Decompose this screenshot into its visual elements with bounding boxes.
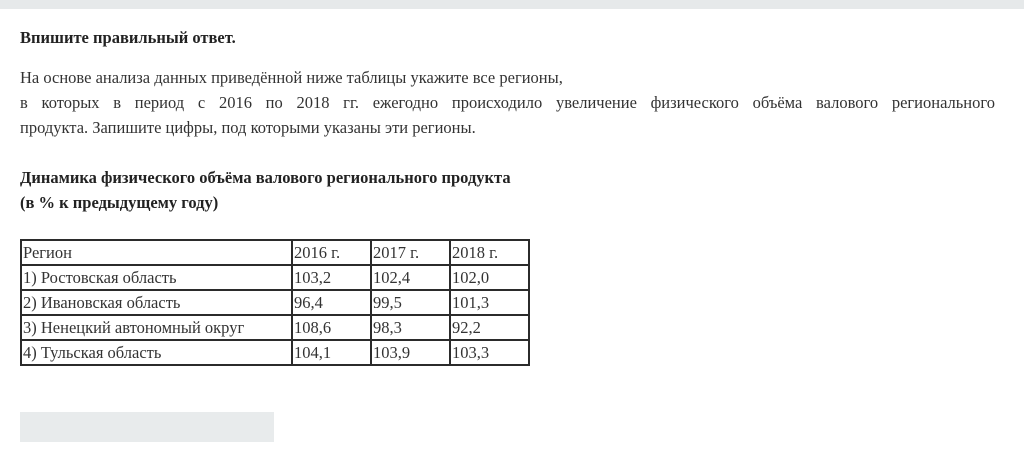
question-line-1: На основе анализа данных приведённой ниже таблицы укажите все регионы, [20, 68, 563, 87]
region-cell: 2) Ивановская область [21, 290, 292, 315]
value-cell: 96,4 [292, 290, 371, 315]
header-2018: 2018 г. [450, 240, 529, 265]
table-row [21, 290, 529, 315]
value-cell: 102,4 [371, 265, 450, 290]
value-cell: 108,6 [292, 315, 371, 340]
table-row [21, 265, 529, 290]
value-cell: 103,3 [450, 340, 529, 365]
value-cell: 92,2 [450, 315, 529, 340]
region-cell: 4) Тульская область [21, 340, 292, 365]
header-region: Регион [21, 240, 292, 265]
value-cell: 103,9 [371, 340, 450, 365]
table-header-row [21, 240, 529, 265]
header-2017: 2017 г. [371, 240, 450, 265]
task-container [20, 26, 995, 366]
table-row [21, 340, 529, 365]
value-cell: 104,1 [292, 340, 371, 365]
task-instruction: Впишите правильный ответ. [20, 28, 236, 47]
value-cell: 98,3 [371, 315, 450, 340]
table-title-line-2: (в % к предыдущему году) [20, 193, 219, 212]
header-2016: 2016 г. [292, 240, 371, 265]
region-cell: 3) Ненецкий автономный округ [21, 315, 292, 340]
value-cell: 102,0 [450, 265, 529, 290]
question-line-3: продукта. Запишите цифры, под которыми указаны эти регионы. [20, 118, 476, 137]
value-cell: 99,5 [371, 290, 450, 315]
value-cell: 103,2 [292, 265, 371, 290]
data-table [20, 239, 530, 366]
top-bar [0, 0, 1024, 9]
table-title [20, 165, 995, 215]
table-title-line-1: Динамика физического объёма валового регионального продукта [20, 168, 511, 187]
answer-input[interactable] [20, 412, 274, 442]
region-cell: 1) Ростовская область [21, 265, 292, 290]
question-line-2: в которых в период с 2016 по 2018 гг. ежегодно происходило увеличение физического объёма валового регионального [20, 93, 995, 112]
table-row [21, 315, 529, 340]
value-cell: 101,3 [450, 290, 529, 315]
question-text [20, 65, 995, 140]
